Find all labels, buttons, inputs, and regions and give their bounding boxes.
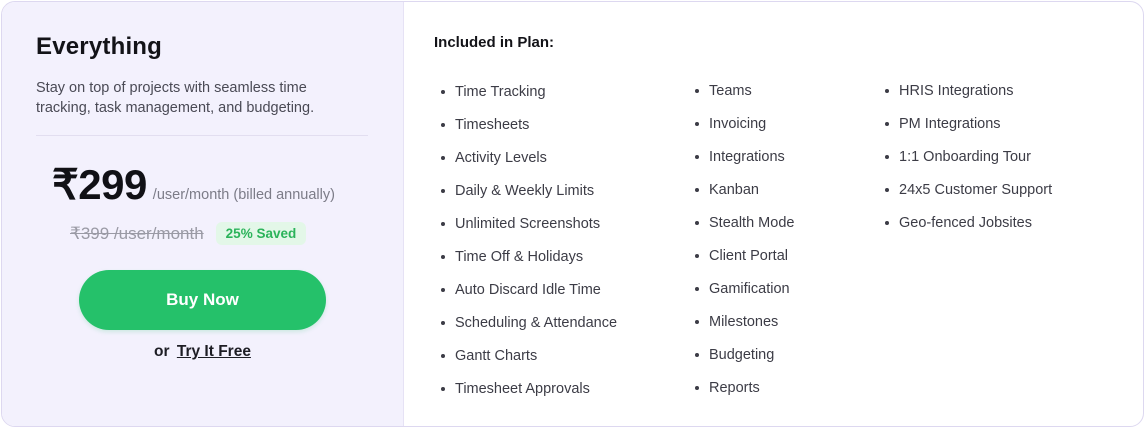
bullet-icon (695, 386, 699, 390)
price-unit: /user/month (billed annually) (152, 187, 335, 203)
feature-item (441, 75, 617, 108)
price-row (52, 160, 335, 209)
divider (36, 135, 368, 136)
feature-label: Time Off & Holidays (455, 248, 584, 265)
feature-item (695, 305, 794, 338)
bullet-icon (441, 321, 445, 325)
feature-item (695, 107, 794, 140)
bullet-icon (441, 255, 445, 259)
bullet-icon (695, 89, 699, 93)
bullet-icon (441, 156, 445, 160)
included-title: Included in Plan: (434, 34, 555, 51)
bullet-icon (885, 89, 889, 93)
plan-name: Everything (36, 33, 163, 60)
feature-item (885, 140, 1052, 173)
feature-column-1 (441, 75, 617, 405)
feature-item (441, 108, 617, 141)
bullet-icon (441, 354, 445, 358)
try-free-row (2, 343, 403, 361)
feature-label: HRIS Integrations (899, 82, 1014, 99)
pricing-card (1, 1, 1144, 427)
feature-label: Budgeting (709, 346, 775, 363)
feature-label: 24x5 Customer Support (899, 181, 1053, 198)
feature-item (695, 371, 794, 404)
feature-label: Auto Discard Idle Time (455, 281, 601, 298)
buy-now-button[interactable]: Buy Now (79, 270, 326, 330)
feature-item (441, 207, 617, 240)
feature-item (441, 306, 617, 339)
feature-column-3 (885, 74, 1052, 239)
feature-label: PM Integrations (899, 115, 1001, 132)
feature-item (885, 173, 1052, 206)
feature-item (885, 206, 1052, 239)
bullet-icon (441, 288, 445, 292)
feature-label: Time Tracking (455, 83, 546, 100)
feature-item (441, 174, 617, 207)
feature-item (695, 272, 794, 305)
feature-label: Geo-fenced Jobsites (899, 214, 1032, 231)
bullet-icon (885, 122, 889, 126)
feature-label: Gamification (709, 280, 790, 297)
feature-item (441, 273, 617, 306)
feature-label: Kanban (709, 181, 759, 198)
feature-item (885, 107, 1052, 140)
feature-item (695, 206, 794, 239)
bullet-icon (695, 122, 699, 126)
bullet-icon (441, 123, 445, 127)
feature-label: Teams (709, 82, 752, 99)
price: ₹299 (52, 161, 147, 208)
feature-label: Scheduling & Attendance (455, 314, 618, 331)
bullet-icon (695, 254, 699, 258)
bullet-icon (441, 387, 445, 391)
feature-label: Integrations (709, 148, 785, 165)
bullet-icon (695, 353, 699, 357)
old-price: ₹399 /user/month (70, 223, 204, 243)
feature-label: Reports (709, 379, 760, 396)
feature-label: Invoicing (709, 115, 767, 132)
plan-description: Stay on top of projects with seamless time tracking, task management, and budgeting. (36, 80, 315, 116)
feature-label: Stealth Mode (709, 214, 795, 231)
bullet-icon (441, 189, 445, 193)
try-prefix: or (154, 343, 170, 360)
feature-label: Timesheet Approvals (455, 380, 590, 397)
feature-label: Daily & Weekly Limits (455, 182, 595, 199)
bullet-icon (695, 155, 699, 159)
bullet-icon (885, 221, 889, 225)
feature-label: Milestones (709, 313, 779, 330)
feature-item (441, 372, 617, 405)
feature-item (695, 338, 794, 371)
included-features-panel (404, 2, 1143, 426)
bullet-icon (885, 188, 889, 192)
feature-label: Activity Levels (455, 149, 547, 166)
feature-column-2 (695, 74, 794, 404)
bullet-icon (441, 90, 445, 94)
bullet-icon (695, 221, 699, 225)
feature-item (695, 173, 794, 206)
feature-item (885, 74, 1052, 107)
feature-label: Client Portal (709, 247, 788, 264)
feature-label: 1:1 Onboarding Tour (899, 148, 1031, 165)
feature-label: Gantt Charts (455, 347, 538, 364)
feature-label: Unlimited Screenshots (455, 215, 601, 232)
saved-badge: 25% Saved (216, 222, 307, 245)
bullet-icon (695, 188, 699, 192)
feature-item (441, 141, 617, 174)
feature-item (695, 239, 794, 272)
feature-item (695, 140, 794, 173)
feature-label: Timesheets (455, 116, 530, 133)
old-price-row (70, 222, 306, 245)
try-free-link[interactable]: Try It Free (176, 343, 251, 360)
bullet-icon (885, 155, 889, 159)
feature-item (695, 74, 794, 107)
feature-item (441, 240, 617, 273)
feature-item (441, 339, 617, 372)
bullet-icon (441, 222, 445, 226)
bullet-icon (695, 287, 699, 291)
plan-summary-panel (2, 2, 404, 426)
bullet-icon (695, 320, 699, 324)
